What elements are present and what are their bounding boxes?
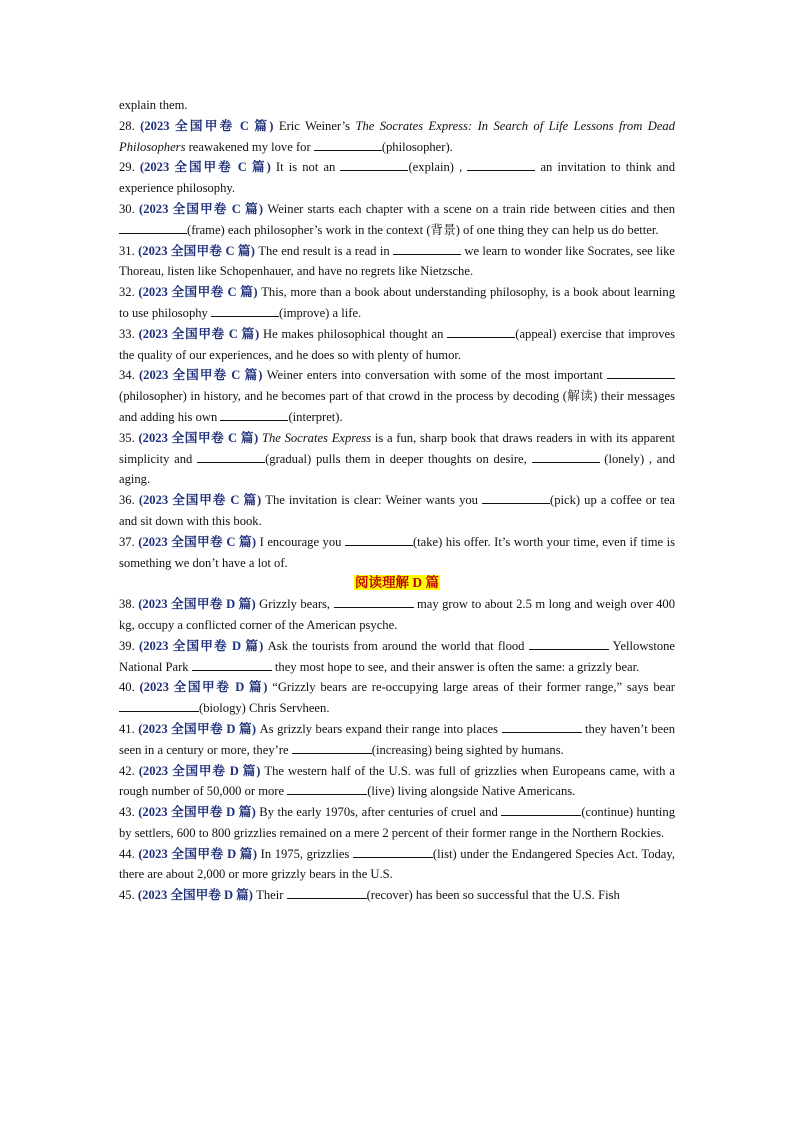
question-number: 34. — [119, 368, 139, 383]
question-text: (philosopher) in history, and he becomes part of that crowd in the process by decoding (解读) their messages and adding his own — [119, 389, 675, 424]
question-text: Weiner starts each chapter with a scene on a train ride between cities and then — [263, 201, 676, 216]
question-text: Eric Weiner’s — [273, 118, 356, 133]
question-text: they most hope to see, and their answer is often the same: a grizzly bear. — [271, 659, 640, 674]
source-tag: (2023 全国甲卷 C 篇) — [138, 493, 262, 508]
question-33 — [119, 324, 675, 366]
question-40 — [119, 677, 675, 719]
answer-blank[interactable] — [340, 157, 408, 171]
question-text: may grow to about 2.5 m long and weigh over 400 kg, occupy a conflicted corner of the American psyche. — [119, 597, 675, 632]
question-28 — [119, 116, 675, 158]
question-text: an invitation to think and experience philosophy. — [119, 160, 675, 196]
question-number: 42. — [119, 763, 139, 778]
question-text: I encourage you — [256, 534, 345, 549]
answer-blank[interactable] — [220, 407, 288, 421]
question-text: (take) his offer. It’s worth your time, even if time is something we don’t have a lot of. — [119, 534, 675, 570]
question-number: 31. — [119, 243, 139, 258]
question-text: In 1975, grizzlies — [257, 846, 353, 861]
answer-blank[interactable] — [502, 719, 582, 733]
answer-blank[interactable] — [287, 885, 367, 899]
question-number: 37. — [119, 534, 139, 549]
answer-blank[interactable] — [292, 740, 372, 754]
source-tag: (2023 全国甲卷 D 篇) — [138, 763, 261, 778]
question-text: Yellowstone National Park — [119, 638, 676, 674]
answer-blank[interactable] — [192, 657, 272, 671]
question-text: By the early 1970s, after centuries of cruel and — [255, 805, 502, 820]
answer-blank[interactable] — [334, 594, 414, 608]
answer-blank[interactable] — [353, 844, 433, 858]
question-text: Their — [252, 888, 287, 903]
question-text: This, more than a book about understanding philosophy, is a book about learning to use philosophy — [119, 285, 676, 320]
question-41 — [119, 719, 675, 761]
worksheet-page — [119, 95, 675, 906]
question-text: (frame) each philosopher’s work in the context (背景) of one thing they can help us do better. — [187, 222, 659, 237]
question-text: (philosopher). — [381, 139, 453, 154]
question-text: It is not an — [270, 160, 341, 175]
book-title: The Socrates Express: In Search of Life Lessons from Dead Philosophers — [119, 118, 676, 154]
question-number: 40. — [119, 680, 140, 695]
question-34 — [119, 365, 675, 427]
question-text: (improve) a life. — [279, 305, 362, 320]
question-text: Grizzly bears, — [255, 597, 334, 612]
question-text: (appeal) exercise that improves the quality of our experiences, and he does so with plenty of humor. — [119, 326, 676, 362]
source-tag: (2023 全国甲卷 C 篇) — [138, 243, 255, 258]
question-text: (increasing) being sighted by humans. — [371, 742, 564, 757]
question-number: 39. — [119, 638, 140, 653]
question-text: The western half of the U.S. was full of grizzlies when Europeans came, with a rough number of 50,000 or more — [119, 763, 675, 799]
source-tag: (2023 全国甲卷 C 篇) — [138, 285, 258, 300]
answer-blank[interactable] — [393, 241, 461, 255]
question-number: 41. — [119, 721, 139, 736]
question-text: (interpret). — [288, 409, 343, 424]
section-heading-text: 阅读理解 D 篇 — [355, 575, 439, 591]
source-tag: (2023 全国甲卷 D 篇) — [139, 638, 264, 653]
source-tag: (2023 全国甲卷 C 篇) — [140, 118, 274, 133]
book-title: The Socrates Express — [261, 430, 372, 445]
question-text: (explain) , — [408, 160, 468, 175]
answer-blank[interactable] — [482, 490, 550, 504]
source-tag: (2023 全国甲卷 D 篇) — [138, 721, 257, 736]
question-number: 44. — [119, 846, 139, 861]
answer-blank[interactable] — [467, 157, 535, 171]
answer-blank[interactable] — [532, 449, 600, 463]
question-text: “Grizzly bears are re-occupying large areas of their former range,” says bear — [267, 680, 675, 695]
question-30 — [119, 199, 675, 241]
answer-blank[interactable] — [287, 781, 367, 795]
answer-blank[interactable] — [447, 324, 515, 338]
question-text: is a fun, sharp book that draws readers in with its apparent simplicity and — [119, 430, 676, 466]
source-tag: (2023 全国甲卷 C 篇) — [138, 534, 257, 549]
question-36 — [119, 490, 675, 532]
answer-blank[interactable] — [529, 636, 609, 650]
source-tag: (2023 全国甲卷 D 篇) — [138, 846, 258, 861]
question-number: 28. — [119, 118, 141, 133]
question-43 — [119, 802, 675, 844]
question-text: Weiner enters into conversation with some of the most important — [262, 368, 608, 383]
answer-blank[interactable] — [345, 532, 413, 546]
source-tag: (2023 全国甲卷 C 篇) — [138, 326, 260, 341]
question-text: He makes philosophical thought an — [259, 326, 448, 341]
question-29 — [119, 157, 675, 199]
question-text: we learn to wonder like Socrates, see like Thoreau, listen like Schopenhauer, and have no regrets like Nietzsche. — [119, 243, 675, 279]
source-tag: (2023 全国甲卷 C 篇) — [139, 201, 264, 216]
question-text: reawakened my love for — [185, 139, 314, 154]
question-35 — [119, 428, 675, 490]
question-text: (lonely) , and aging. — [119, 451, 675, 487]
source-tag: (2023 全国甲卷 C 篇) — [139, 160, 271, 175]
question-42 — [119, 761, 675, 803]
question-text: (list) under the Endangered Species Act. Today, there are about 2,000 or more grizzly bears in the U.S. — [119, 846, 675, 882]
question-32 — [119, 282, 675, 324]
question-number: 45. — [119, 888, 138, 903]
question-44 — [119, 844, 675, 886]
answer-blank[interactable] — [211, 303, 279, 317]
item-text: explain them. — [119, 98, 188, 112]
question-text: (pick) up a coffee or tea and sit down with this book. — [119, 493, 675, 528]
answer-blank[interactable] — [501, 802, 581, 816]
question-text: they haven’t been seen in a century or more, they’re — [119, 721, 676, 757]
question-text: As grizzly bears expand their range into places — [256, 721, 502, 736]
question-text: (live) living alongside Native Americans. — [367, 784, 576, 799]
question-text: The end result is a read in — [254, 243, 394, 258]
question-31 — [119, 241, 675, 283]
question-number: 43. — [119, 805, 139, 820]
question-text: (continue) hunting by settlers, 600 to 800 grizzlies remained on a mere 2 percent of their former range in the Northern Rockies. — [119, 805, 676, 840]
question-38 — [119, 594, 675, 636]
question-37 — [119, 532, 675, 574]
question-number: 35. — [119, 430, 139, 445]
source-tag: (2023 全国甲卷 D 篇) — [138, 805, 256, 820]
answer-blank[interactable] — [119, 698, 199, 712]
question-number: 32. — [119, 285, 139, 300]
question-text: Ask the tourists from around the world that flood — [263, 638, 529, 653]
question-text: (recover) has been so successful that the U.S. Fish — [366, 888, 620, 903]
question-number: 33. — [119, 326, 139, 341]
answer-blank[interactable] — [607, 365, 675, 379]
section-heading — [119, 573, 675, 594]
answer-blank[interactable] — [197, 449, 265, 463]
question-text: (gradual) pulls them in deeper thoughts on desire, — [265, 451, 532, 466]
source-tag: (2023 全国甲卷 D 篇) — [139, 680, 268, 695]
continuation-line — [119, 95, 675, 116]
question-number: 29. — [119, 160, 140, 175]
source-tag: (2023 全国甲卷 C 篇) — [138, 368, 263, 383]
answer-blank[interactable] — [314, 137, 382, 151]
source-tag: (2023 全国甲卷 C 篇) — [138, 430, 259, 445]
question-number: 30. — [119, 201, 140, 216]
question-39 — [119, 636, 675, 678]
question-number: 36. — [119, 493, 139, 508]
question-45 — [119, 885, 675, 906]
question-text: The invitation is clear: Weiner wants you — [261, 493, 483, 508]
question-text: (biology) Chris Servheen. — [199, 701, 330, 716]
question-number: 38. — [119, 597, 139, 612]
source-tag: (2023 全国甲卷 D 篇) — [137, 888, 253, 903]
answer-blank[interactable] — [119, 220, 187, 234]
source-tag: (2023 全国甲卷 D 篇) — [138, 597, 256, 612]
